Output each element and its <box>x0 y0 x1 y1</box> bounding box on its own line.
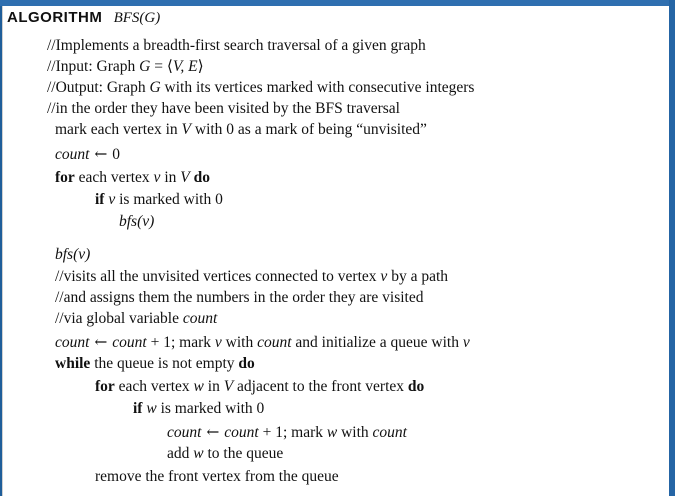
var-v: v <box>153 169 161 186</box>
code-text: + 1; mark <box>146 334 215 351</box>
code-text: to the queue <box>203 445 284 462</box>
algorithm-panel <box>2 6 669 496</box>
comment-text: //Implements a breadth-first search traversal of a given graph <box>47 37 426 54</box>
keyword-for: for <box>95 378 115 395</box>
comment-line-output <box>47 78 474 98</box>
proc-comment-3 <box>55 309 217 329</box>
code-text: each vertex <box>114 378 194 395</box>
var-count: count <box>112 334 147 351</box>
comment-line-1 <box>47 36 426 56</box>
var-w: w <box>146 400 157 417</box>
comment-text: by a path <box>387 268 449 285</box>
proc-comment-1 <box>55 267 448 287</box>
code-text: with 0 as a mark of being “unvisited” <box>191 121 427 138</box>
code-text: in <box>203 378 224 395</box>
comment-text: //and assigns them the numbers in the order they are visited <box>55 289 424 306</box>
var-v: v <box>108 191 116 208</box>
assign-arrow: ← <box>89 145 113 163</box>
var-V: V <box>223 378 234 395</box>
code-text: mark each vertex in <box>55 121 182 138</box>
code-text: remove the front vertex from the queue <box>95 468 339 485</box>
algorithm-keyword: ALGORITHM <box>7 9 103 26</box>
code-text: add <box>167 445 194 462</box>
comment-text: //Output: Graph <box>47 79 150 96</box>
var-w: w <box>193 445 204 462</box>
keyword-do: do <box>238 355 255 372</box>
function-call: bfs <box>119 213 138 230</box>
proc-comment-2 <box>55 288 423 308</box>
keyword-do: do <box>193 169 210 186</box>
count-increment-line <box>55 332 470 353</box>
graph-var: G <box>139 58 151 75</box>
var-count: count <box>257 334 292 351</box>
inner-if-line <box>133 399 264 419</box>
comment-text: ⟩ <box>197 58 204 75</box>
keyword-do: do <box>407 378 425 395</box>
inner-count-line <box>167 422 407 443</box>
code-text: each vertex <box>74 169 154 186</box>
comment-line-input <box>47 57 204 77</box>
keyword-while: while <box>55 355 91 372</box>
comment-text: = ⟨ <box>150 58 173 75</box>
keyword-if: if <box>133 400 143 417</box>
while-line <box>55 354 255 374</box>
if-line <box>95 190 223 210</box>
right-border-strip <box>669 0 675 496</box>
procedure-arg: (v) <box>73 246 91 263</box>
var-v: v <box>380 268 388 285</box>
mark-line <box>55 120 427 140</box>
comment-text: //via global variable <box>55 310 183 327</box>
var-V: V <box>181 121 191 138</box>
code-text: is marked with 0 <box>115 191 223 208</box>
graph-tuple: V, E <box>172 58 198 75</box>
comment-text: //visits all the unvisited vertices connected to vertex <box>55 268 381 285</box>
var-v: v <box>462 334 470 351</box>
var-count: count <box>55 334 90 351</box>
assign-arrow: ← <box>89 333 113 351</box>
for-loop-line <box>55 168 210 188</box>
code-text: in <box>160 169 181 186</box>
var-count: count <box>55 146 90 163</box>
comment-line-order <box>47 99 400 119</box>
comment-text: //in the order they have been visited by the BFS traversal <box>47 100 400 117</box>
comment-text: //Input: Graph <box>47 58 140 75</box>
var-count: count <box>224 424 259 441</box>
var-V: V <box>180 169 190 186</box>
var-w: w <box>326 424 338 441</box>
add-queue-line <box>167 444 283 464</box>
keyword-if: if <box>95 191 105 208</box>
inner-for-line <box>95 377 424 397</box>
keyword-for: for <box>55 169 75 186</box>
algorithm-name: BFS(G) <box>113 10 161 26</box>
function-arg: (v) <box>137 213 155 230</box>
code-text: adjacent to the front vertex <box>233 378 408 395</box>
code-text: is marked with 0 <box>156 400 265 417</box>
remove-front-line <box>95 467 339 487</box>
code-text: 0 <box>112 146 121 163</box>
code-text: the queue is not empty <box>90 355 239 372</box>
var-count: count <box>372 424 407 441</box>
var-count: count <box>167 424 202 441</box>
var-w: w <box>193 378 204 395</box>
code-text: with <box>337 424 373 441</box>
call-line <box>119 212 154 232</box>
algorithm-header <box>7 8 160 28</box>
assign-arrow: ← <box>201 423 225 441</box>
procedure-name: bfs <box>55 246 74 263</box>
code-text: with <box>221 334 258 351</box>
var-count: count <box>182 310 218 327</box>
count-init-line <box>55 144 120 165</box>
code-text: and initialize a queue with <box>291 334 463 351</box>
comment-text: with its vertices marked with consecutive integers <box>160 79 475 96</box>
var-v: v <box>214 334 222 351</box>
graph-var: G <box>149 79 161 96</box>
code-text: + 1; mark <box>258 424 327 441</box>
procedure-header <box>55 245 90 265</box>
